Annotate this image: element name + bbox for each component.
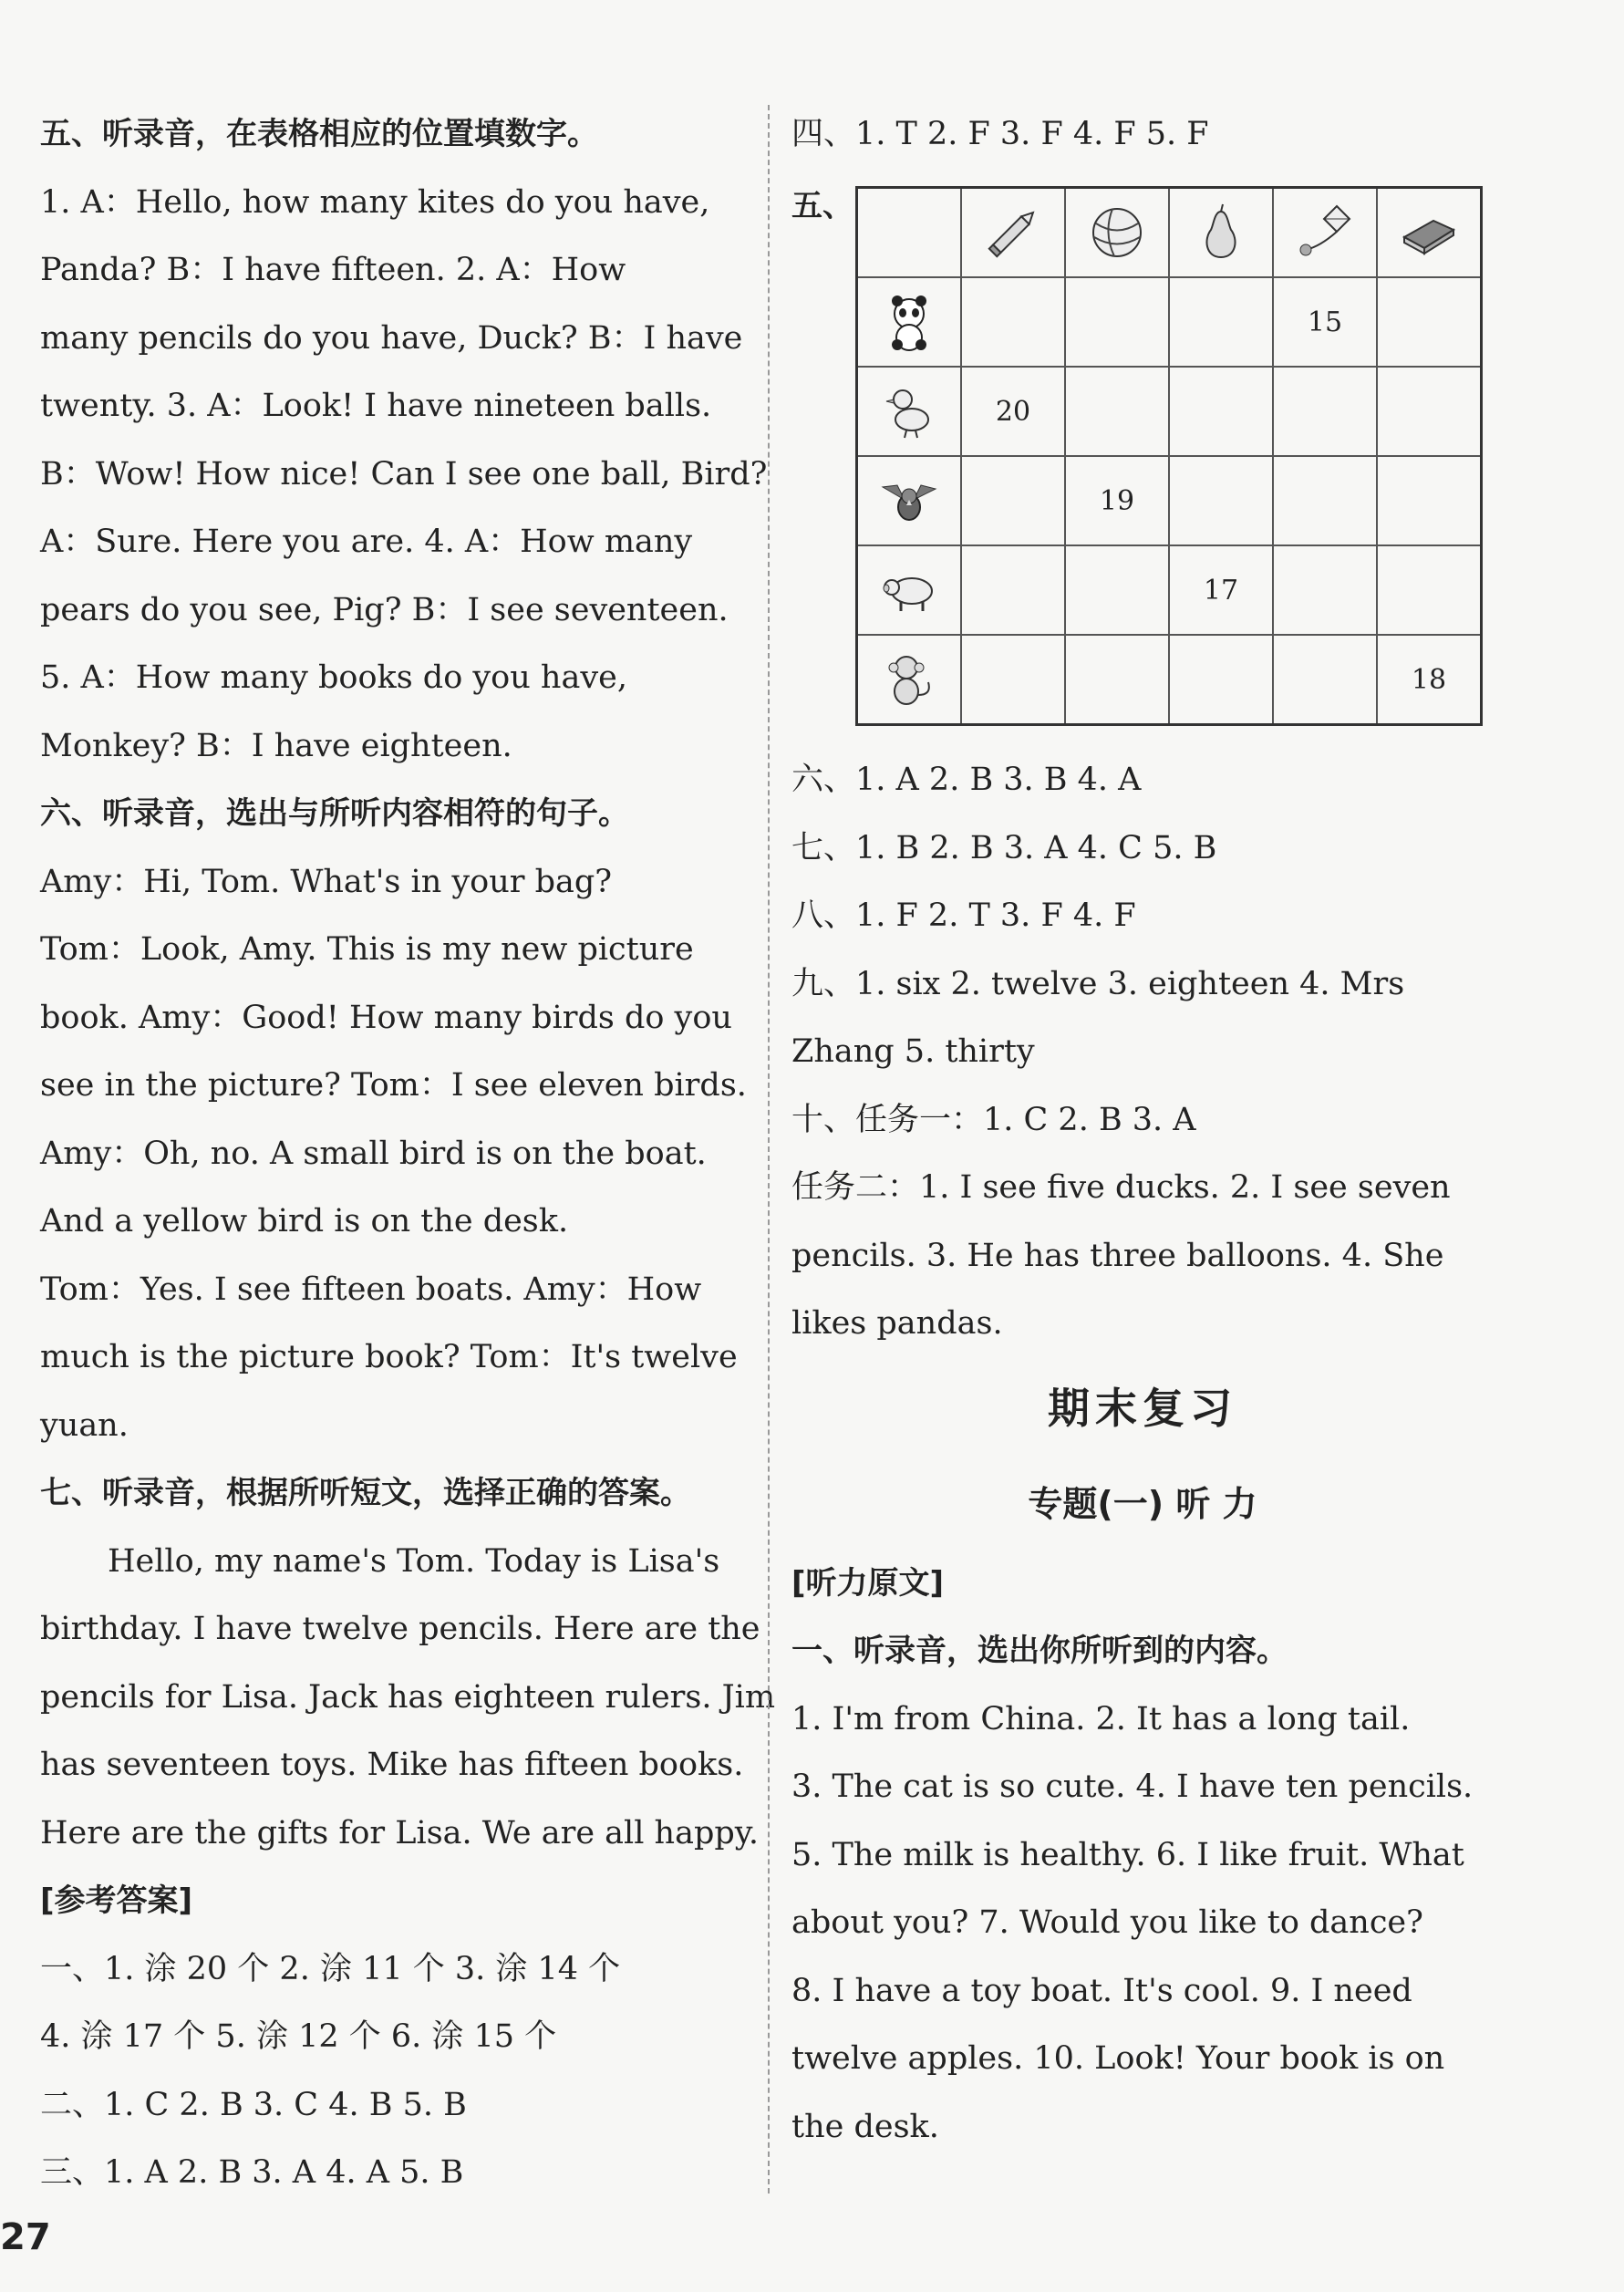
monkey-icon bbox=[857, 635, 962, 725]
text-line: see in the picture? Tom：I see eleven birds. bbox=[40, 1067, 747, 1104]
answer-line: 四、1. T 2. F 3. F 4. F 5. F bbox=[791, 116, 1209, 152]
text-line: book. Amy：Good! How many birds do you bbox=[40, 999, 732, 1036]
answer-line: 九、1. six 2. twelve 3. eighteen 4. Mrs bbox=[791, 965, 1405, 1002]
text-line: Amy：Hi, Tom. What's in your bag? bbox=[40, 863, 613, 900]
answer-line: 七、1. B 2. B 3. A 4. C 5. B bbox=[791, 829, 1217, 866]
bird-icon bbox=[857, 456, 962, 545]
answer-line: likes pandas. bbox=[791, 1305, 1003, 1342]
table-row bbox=[857, 635, 1482, 725]
column-divider bbox=[768, 105, 770, 2193]
table-cell bbox=[1169, 367, 1273, 456]
section7-title: 七、听录音，根据所听短文，选择正确的答案。 bbox=[40, 1475, 691, 1511]
section6-script bbox=[40, 848, 747, 1460]
text-line: twenty. 3. A：Look! I have nineteen balls. bbox=[40, 388, 712, 424]
answer-line: 三、1. A 2. B 3. A 4. A 5. B bbox=[40, 2154, 464, 2191]
text-line: has seventeen toys. Mike has fifteen books. bbox=[40, 1747, 744, 1783]
table-row bbox=[857, 277, 1482, 367]
table-cell: 17 bbox=[1169, 545, 1273, 635]
right-column-lower bbox=[791, 746, 1494, 2161]
table-cell bbox=[1169, 456, 1273, 545]
text-line: the desk. bbox=[791, 2108, 939, 2145]
text-line: 8. I have a toy boat. It's cool. 9. I need bbox=[791, 1972, 1412, 2009]
answer-line: 八、1. F 2. T 3. F 4. F bbox=[791, 897, 1136, 934]
text-line: many pencils do you have, Duck? B：I have bbox=[40, 319, 743, 357]
text-line: A：Sure. Here you are. 4. A：How many bbox=[40, 524, 693, 560]
table-cell bbox=[961, 635, 1065, 725]
section1-title: 一、听录音，选出你所听到的内容。 bbox=[791, 1633, 1288, 1669]
section5-script bbox=[40, 169, 768, 781]
text-line: about you? 7. Would you like to dance? bbox=[791, 1904, 1423, 1941]
text-line: Amy：Oh, no. A small bird is on the boat. bbox=[40, 1135, 707, 1172]
text-line: pencils for Lisa. Jack has eighteen rulers. Jim bbox=[40, 1678, 776, 1716]
table-cell bbox=[1273, 635, 1377, 725]
section5-title: 五、听录音，在表格相应的位置填数字。 bbox=[40, 116, 598, 152]
answer-line: 4. 涂 17 个 5. 涂 12 个 6. 涂 15 个 bbox=[40, 2018, 557, 2055]
section1-script bbox=[791, 1685, 1494, 2162]
answer-line: 一、1. 涂 20 个 2. 涂 11 个 3. 涂 14 个 bbox=[40, 1950, 621, 1987]
table-cell bbox=[961, 456, 1065, 545]
answer-line: 十、任务一：1. C 2. B 3. A bbox=[791, 1101, 1196, 1138]
answer-line: pencils. 3. He has three balloons. 4. She bbox=[791, 1237, 1444, 1274]
table-corner-cell bbox=[857, 188, 962, 278]
table-cell: 15 bbox=[1273, 277, 1377, 367]
text-line: Tom：Yes. I see fifteen boats. Amy：How bbox=[40, 1270, 702, 1308]
book-icon bbox=[1377, 188, 1482, 278]
table-cell bbox=[1377, 367, 1482, 456]
table-header-row bbox=[857, 188, 1482, 278]
text-line: B：Wow! How nice! Can I see one ball, Bird? bbox=[40, 455, 768, 493]
text-line: 5. The milk is healthy. 6. I like fruit. What bbox=[791, 1836, 1464, 1873]
table-cell bbox=[961, 545, 1065, 635]
listening-transcript-title: [听力原文] bbox=[791, 1564, 945, 1602]
final-review-title: 期末复习 bbox=[1048, 1383, 1237, 1433]
table-row bbox=[857, 545, 1482, 635]
text-line: yuan. bbox=[40, 1406, 129, 1444]
table-cell bbox=[1065, 635, 1169, 725]
text-line: 1. A：Hello, how many kites do you have, bbox=[40, 183, 710, 221]
text-line: Monkey? B：I have eighteen. bbox=[40, 727, 512, 764]
pencil-icon bbox=[961, 188, 1065, 278]
text-line: Panda? B：I have fifteen. 2. A：How bbox=[40, 252, 626, 288]
table-cell bbox=[1065, 277, 1169, 367]
text-line: 3. The cat is so cute. 4. I have ten pencils. bbox=[791, 1768, 1474, 1805]
reference-answers bbox=[40, 1935, 742, 2207]
table-cell bbox=[1065, 367, 1169, 456]
text-line: 5. A：How many books do you have, bbox=[40, 659, 627, 696]
section7-script bbox=[40, 1528, 776, 1868]
pear-icon bbox=[1169, 188, 1273, 278]
answer-line: 任务二：1. I see five ducks. 2. I see seven bbox=[791, 1169, 1451, 1206]
answer-line: 二、1. C 2. B 3. C 4. B 5. B bbox=[40, 2086, 467, 2123]
text-line: twelve apples. 10. Look! Your book is on bbox=[791, 2040, 1445, 2077]
text-line: birthday. I have twelve pencils. Here are the bbox=[40, 1611, 760, 1647]
text-line: Tom：Look, Amy. This is my new picture bbox=[40, 931, 694, 968]
text-line: 1. I'm from China. 2. It has a long tail. bbox=[791, 1700, 1411, 1737]
text-line: Hello, my name's Tom. Today is Lisa's bbox=[108, 1542, 720, 1580]
page-number: 27 bbox=[0, 2216, 51, 2258]
table-row bbox=[857, 456, 1482, 545]
table-cell bbox=[1169, 635, 1273, 725]
table-label: 五、 bbox=[791, 188, 853, 224]
left-column bbox=[40, 100, 776, 2207]
right-column bbox=[791, 100, 1494, 169]
answer-line: Zhang 5. thirty bbox=[791, 1033, 1035, 1070]
table-cell: 20 bbox=[961, 367, 1065, 456]
text-line: Here are the gifts for Lisa. We are all happy. bbox=[40, 1814, 760, 1851]
ball-icon bbox=[1065, 188, 1169, 278]
reference-answers-title: [参考答案] bbox=[40, 1882, 193, 1919]
topic-title: 专题(一) 听 力 bbox=[1028, 1483, 1257, 1524]
table-cell bbox=[1377, 277, 1482, 367]
text-line: And a yellow bird is on the desk. bbox=[40, 1203, 569, 1239]
table-cell bbox=[1377, 456, 1482, 545]
table-cell bbox=[1169, 277, 1273, 367]
section6-title: 六、听录音，选出与所听内容相符的句子。 bbox=[40, 795, 629, 832]
table-cell: 19 bbox=[1065, 456, 1169, 545]
table-cell bbox=[1065, 545, 1169, 635]
text-line: pears do you see, Pig? B：I see seventeen. bbox=[40, 591, 729, 628]
table-cell bbox=[1273, 456, 1377, 545]
panda-icon bbox=[857, 277, 962, 367]
answer-table bbox=[855, 186, 1483, 726]
table-cell bbox=[1377, 545, 1482, 635]
kite-icon bbox=[1273, 188, 1377, 278]
text-line: much is the picture book? Tom：It's twelve bbox=[40, 1339, 738, 1375]
table-cell bbox=[1273, 545, 1377, 635]
duck-icon bbox=[857, 367, 962, 456]
table-row bbox=[857, 367, 1482, 456]
pig-icon bbox=[857, 545, 962, 635]
table-cell: 18 bbox=[1377, 635, 1482, 725]
table-cell bbox=[961, 277, 1065, 367]
answer-line: 六、1. A 2. B 3. B 4. A bbox=[791, 762, 1142, 798]
table-cell bbox=[1273, 367, 1377, 456]
